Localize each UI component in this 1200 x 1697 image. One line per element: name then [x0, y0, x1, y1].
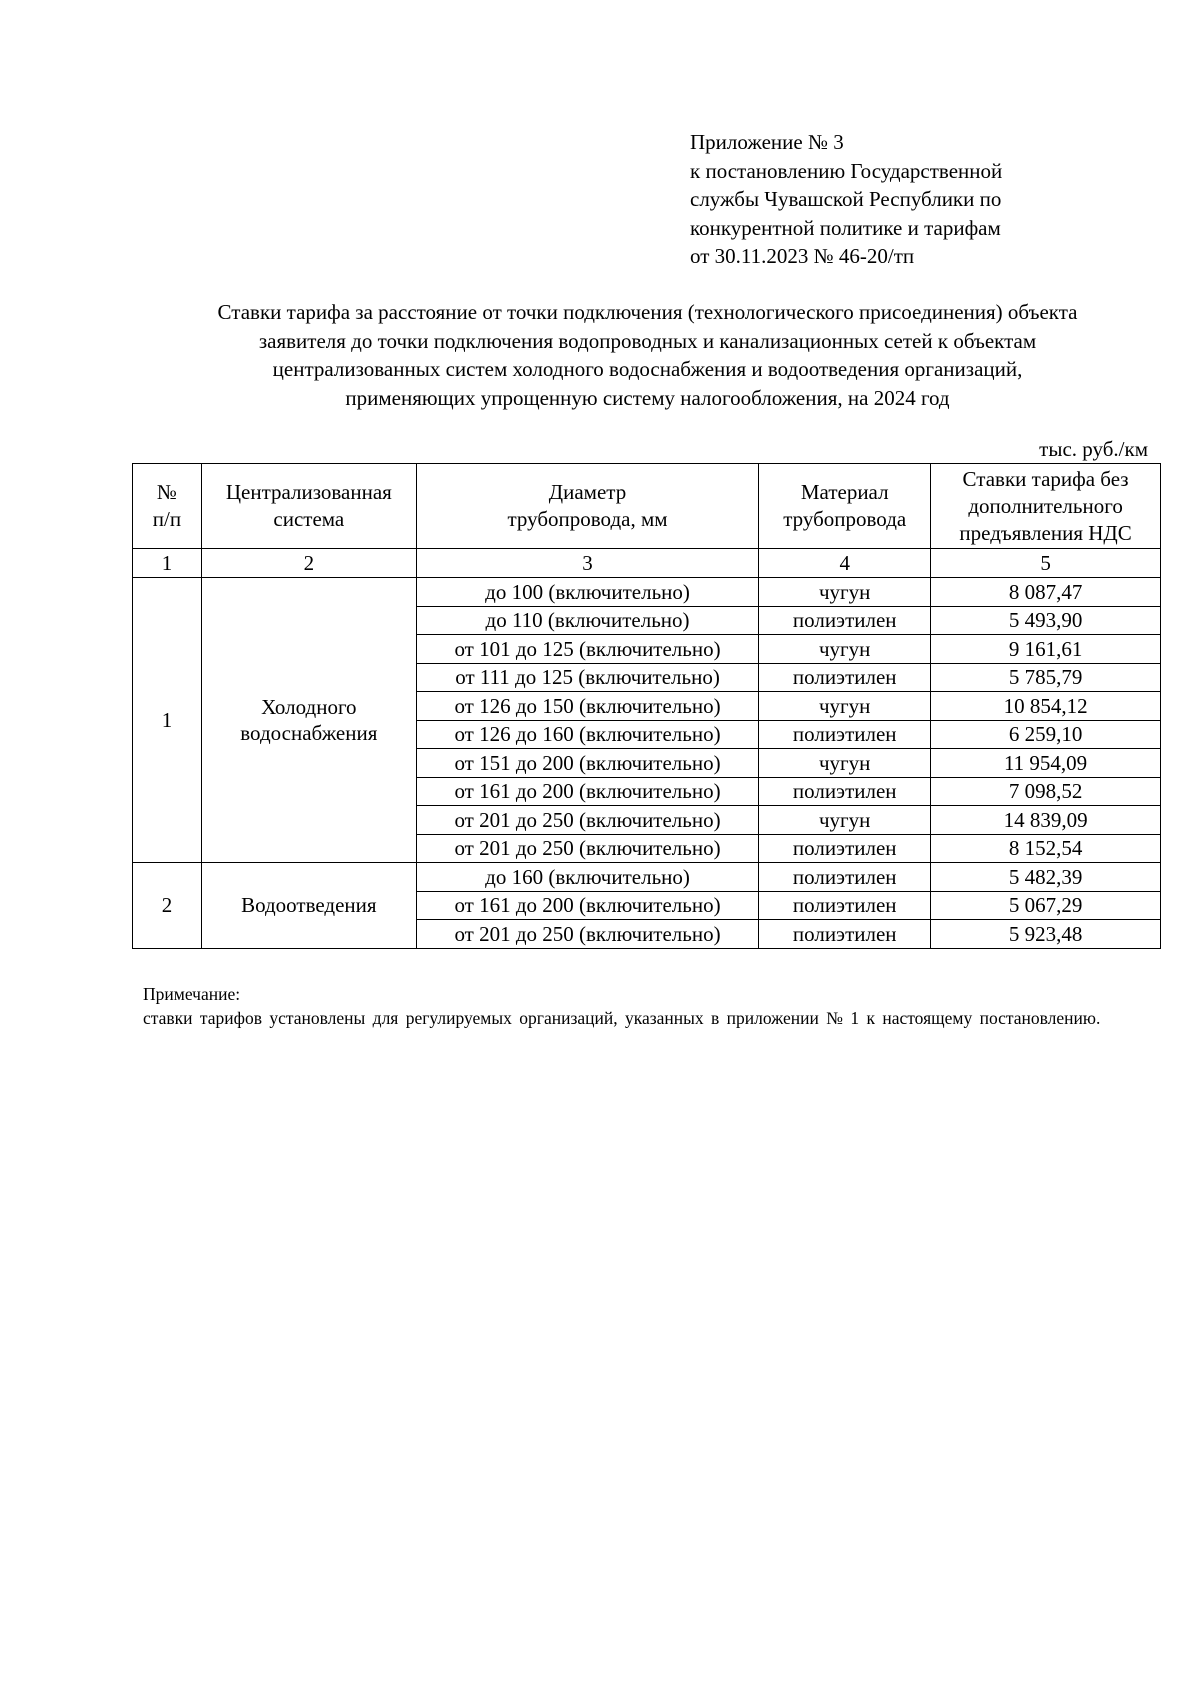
diameter-cell: от 111 до 125 (включительно)	[416, 663, 758, 692]
header-num-line: п/п	[152, 507, 182, 531]
header-num	[133, 464, 202, 549]
diameter-cell: до 100 (включительно)	[416, 578, 758, 607]
rate-cell: 5 785,79	[931, 663, 1161, 692]
note-label: Примечание:	[143, 984, 241, 1004]
header-diameter-line: трубопровода, мм	[507, 507, 668, 531]
title-line: централизованных систем холодного водоснабжения и водоотведения организаций,	[272, 357, 1023, 381]
header-row	[133, 464, 1161, 549]
header-system	[201, 464, 416, 549]
material-cell: полиэтилен	[759, 920, 931, 949]
material-cell: полиэтилен	[759, 863, 931, 892]
tariff-table	[132, 463, 1161, 949]
header-material-line: трубопровода	[783, 507, 907, 531]
note-body: ставки тарифов установлены для регулируемых организаций, указанных в приложении № 1 к настоящему постановлению.	[143, 1007, 1101, 1028]
appendix-line: службы Чувашской Республики по	[690, 187, 1002, 211]
appendix-line: конкурентной политике и тарифам	[690, 215, 1001, 240]
system-cell	[201, 578, 416, 863]
rate-cell: 8 087,47	[931, 578, 1161, 607]
rate-cell: 14 839,09	[931, 806, 1161, 835]
appendix-line: от 30.11.2023 № 46-20/тп	[690, 244, 915, 268]
appendix-line: Приложение № 3	[690, 130, 844, 154]
system-line: Водоотведения	[241, 893, 377, 918]
rate-cell: 5 067,29	[931, 891, 1161, 920]
rate-cell: 11 954,09	[931, 749, 1161, 778]
header-num-line: №	[156, 480, 177, 504]
material-cell: чугун	[759, 692, 931, 721]
header-system-line: система	[273, 507, 345, 531]
diameter-cell: от 201 до 250 (включительно)	[416, 834, 758, 863]
table-row	[133, 578, 1161, 607]
column-number: 3	[416, 549, 758, 578]
system-cell	[201, 863, 416, 949]
unit-label: тыс. руб./км	[1039, 437, 1148, 461]
diameter-cell: от 201 до 250 (включительно)	[416, 920, 758, 949]
title-line: применяющих упрощенную систему налогообложения, на 2024 год	[345, 385, 950, 410]
material-cell: чугун	[759, 635, 931, 664]
diameter-cell: до 110 (включительно)	[416, 606, 758, 635]
header-material-line: Материал	[800, 480, 889, 504]
material-cell: полиэтилен	[759, 834, 931, 863]
header-material	[759, 464, 931, 549]
diameter-cell: от 161 до 200 (включительно)	[416, 891, 758, 920]
header-rate-line: Ставки тарифа без	[962, 466, 1129, 491]
appendix-block	[690, 128, 1002, 271]
rate-cell: 10 854,12	[931, 692, 1161, 721]
column-number: 2	[201, 549, 416, 578]
material-cell: полиэтилен	[759, 663, 931, 692]
header-rate-line: дополнительного	[968, 493, 1123, 518]
diameter-cell: от 126 до 150 (включительно)	[416, 692, 758, 721]
diameter-cell: до 160 (включительно)	[416, 863, 758, 892]
material-cell: чугун	[759, 578, 931, 607]
column-number: 5	[931, 549, 1161, 578]
rate-cell: 5 923,48	[931, 920, 1161, 949]
material-cell: полиэтилен	[759, 891, 931, 920]
material-cell: полиэтилен	[759, 720, 931, 749]
header-rate-line: предъявления НДС	[959, 520, 1132, 545]
rate-cell: 9 161,61	[931, 635, 1161, 664]
group-number-cell: 1	[133, 578, 202, 863]
material-cell: полиэтилен	[759, 606, 931, 635]
document-title	[130, 298, 1165, 412]
column-number: 1	[133, 549, 202, 578]
column-number: 4	[759, 549, 931, 578]
material-cell: чугун	[759, 749, 931, 778]
header-rate	[931, 464, 1161, 549]
rate-cell: 5 493,90	[931, 606, 1161, 635]
rate-cell: 5 482,39	[931, 863, 1161, 892]
note-block	[143, 983, 1148, 1030]
group-number-cell: 2	[133, 863, 202, 949]
diameter-cell: от 151 до 200 (включительно)	[416, 749, 758, 778]
diameter-cell: от 161 до 200 (включительно)	[416, 777, 758, 806]
column-number-row	[133, 549, 1161, 578]
rate-cell: 7 098,52	[931, 777, 1161, 806]
table-body	[133, 578, 1161, 949]
rate-cell: 8 152,54	[931, 834, 1161, 863]
diameter-cell: от 126 до 160 (включительно)	[416, 720, 758, 749]
header-diameter	[416, 464, 758, 549]
system-line: водоснабжения	[240, 721, 378, 745]
system-line: Холодного	[261, 695, 357, 719]
table-row	[133, 863, 1161, 892]
title-line: Ставки тарифа за расстояние от точки подключения (технологического присоединения) объекта	[217, 300, 1078, 324]
material-cell: чугун	[759, 806, 931, 835]
diameter-cell: от 101 до 125 (включительно)	[416, 635, 758, 664]
title-line: заявителя до точки подключения водопроводных и канализационных сетей к объектам	[258, 328, 1037, 353]
appendix-line: к постановлению Государственной	[690, 158, 1003, 183]
header-diameter-line: Диаметр	[548, 480, 627, 504]
rate-cell: 6 259,10	[931, 720, 1161, 749]
material-cell: полиэтилен	[759, 777, 931, 806]
diameter-cell: от 201 до 250 (включительно)	[416, 806, 758, 835]
header-system-line: Централизованная	[225, 480, 392, 504]
